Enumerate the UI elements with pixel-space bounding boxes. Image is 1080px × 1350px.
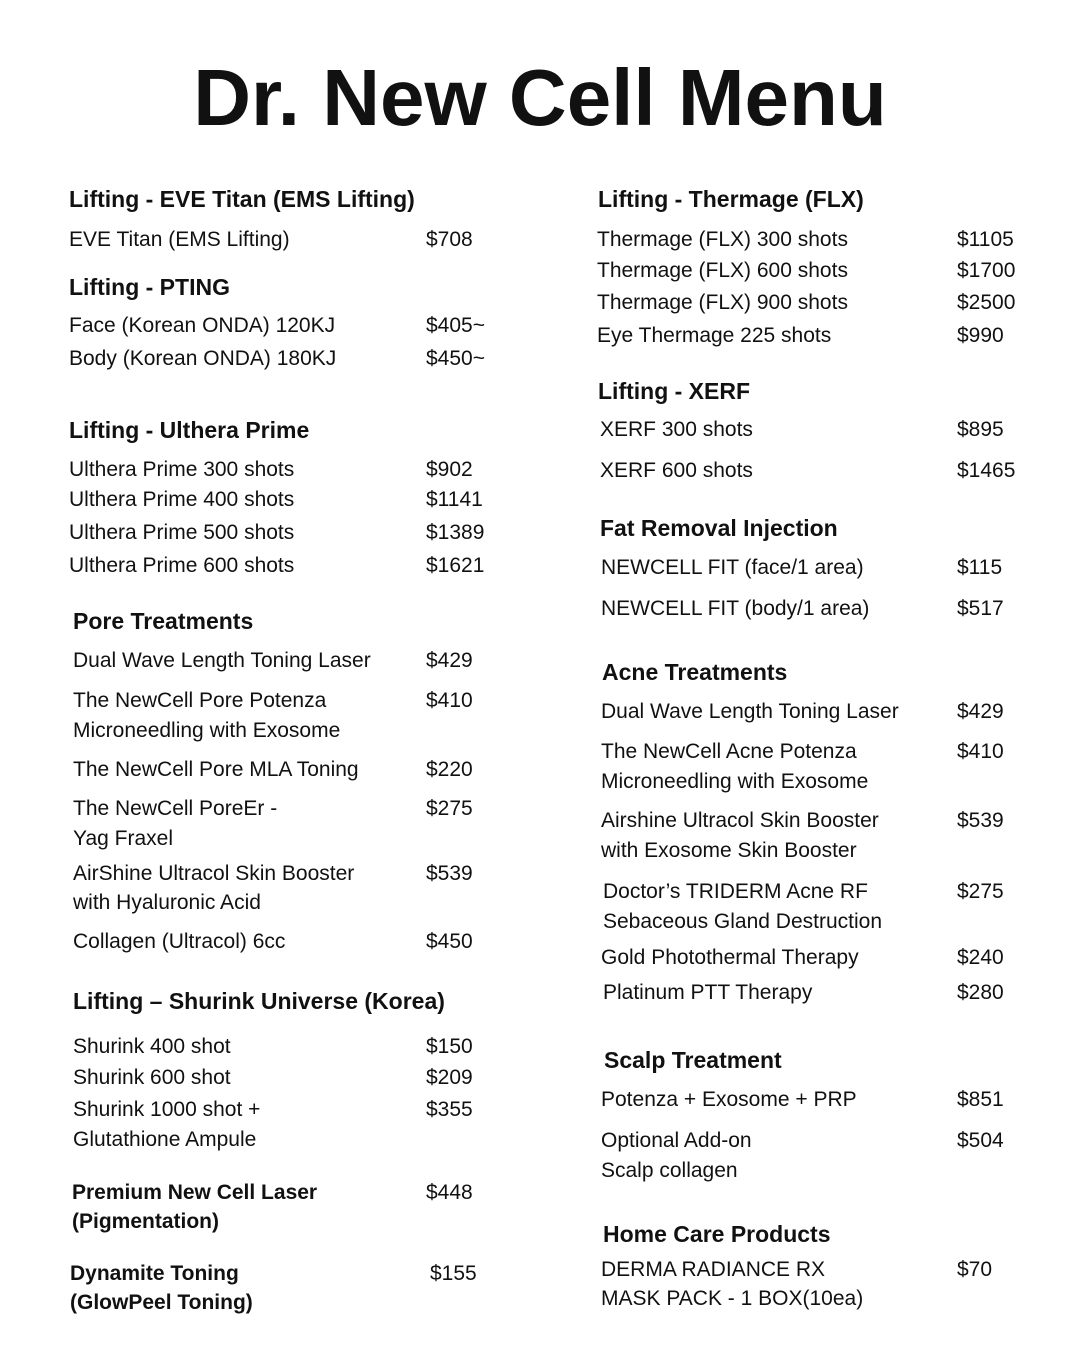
item-name-line2: (Pigmentation) bbox=[72, 1210, 219, 1233]
item-price: $115 bbox=[957, 556, 1003, 579]
item-price: $1700 bbox=[957, 259, 1016, 282]
section-heading-pting: Lifting - PTING bbox=[69, 274, 230, 300]
section-heading-xerf: Lifting - XERF bbox=[598, 378, 751, 404]
section-heading-thermage: Lifting - Thermage (FLX) bbox=[598, 186, 864, 212]
item-price: $450~ bbox=[426, 347, 485, 370]
item-price: $902 bbox=[426, 458, 473, 481]
item-price: $410 bbox=[426, 689, 473, 712]
item-name: Optional Add-on bbox=[601, 1129, 752, 1152]
item-name: Thermage (FLX) 300 shots bbox=[597, 228, 848, 251]
item-name: The NewCell Acne Potenza bbox=[601, 740, 857, 763]
section-heading-pore: Pore Treatments bbox=[73, 608, 254, 634]
item-name: XERF 600 shots bbox=[600, 459, 753, 482]
item-name: Doctor’s TRIDERM Acne RF bbox=[603, 880, 868, 903]
item-name: Shurink 1000 shot + bbox=[73, 1098, 261, 1121]
item-price: $1389 bbox=[426, 521, 485, 544]
item-price: $355 bbox=[426, 1098, 473, 1121]
item-name: Dynamite Toning bbox=[70, 1262, 239, 1285]
item-price: $240 bbox=[957, 946, 1004, 969]
item-name: Platinum PTT Therapy bbox=[603, 981, 813, 1004]
item-name-line2: with Hyaluronic Acid bbox=[73, 891, 261, 914]
item-name: Ulthera Prime 400 shots bbox=[69, 488, 295, 511]
item-name: Face (Korean ONDA) 120KJ bbox=[69, 314, 336, 337]
item-price: $275 bbox=[957, 880, 1004, 903]
item-name-line2: Microneedling with Exosome bbox=[73, 719, 341, 742]
item-price: $851 bbox=[957, 1088, 1004, 1111]
item-price: $429 bbox=[426, 649, 473, 672]
item-name: Ulthera Prime 500 shots bbox=[69, 521, 295, 544]
item-price: $2500 bbox=[957, 291, 1016, 314]
item-price: $275 bbox=[426, 797, 473, 820]
item-name: Gold Photothermal Therapy bbox=[601, 946, 859, 969]
item-name: The NewCell Pore MLA Toning bbox=[73, 758, 359, 781]
item-price: $410 bbox=[957, 740, 1004, 763]
item-name: XERF 300 shots bbox=[600, 418, 753, 441]
section-heading-scalp: Scalp Treatment bbox=[604, 1047, 782, 1073]
item-price: $220 bbox=[426, 758, 473, 781]
item-price: $155 bbox=[430, 1262, 477, 1285]
item-price: $280 bbox=[957, 981, 1004, 1004]
page-title: Dr. New Cell Menu bbox=[193, 53, 887, 142]
item-price: $70 bbox=[957, 1258, 993, 1281]
section-heading-fat-removal: Fat Removal Injection bbox=[600, 515, 838, 541]
section-heading-ulthera: Lifting - Ulthera Prime bbox=[69, 417, 310, 443]
item-name: NEWCELL FIT (body/1 area) bbox=[601, 597, 870, 620]
item-name: Thermage (FLX) 600 shots bbox=[597, 259, 848, 282]
item-price: $708 bbox=[426, 228, 473, 251]
section-heading-home-care: Home Care Products bbox=[603, 1221, 831, 1247]
item-name-line2: with Exosome Skin Booster bbox=[601, 839, 857, 862]
item-name: EVE Titan (EMS Lifting) bbox=[69, 228, 290, 251]
item-name-line2: MASK PACK - 1 BOX(10ea) bbox=[601, 1287, 864, 1310]
item-price: $517 bbox=[957, 597, 1004, 620]
item-name: Body (Korean ONDA) 180KJ bbox=[69, 347, 337, 370]
item-name: Premium New Cell Laser bbox=[72, 1181, 318, 1204]
item-name: Airshine Ultracol Skin Booster bbox=[601, 809, 879, 832]
item-name-line2: Microneedling with Exosome bbox=[601, 770, 869, 793]
item-name: AirShine Ultracol Skin Booster bbox=[73, 862, 355, 885]
item-name-line2: Sebaceous Gland Destruction bbox=[603, 910, 882, 933]
item-name: Ulthera Prime 600 shots bbox=[69, 554, 295, 577]
item-price: $429 bbox=[957, 700, 1004, 723]
item-name: Shurink 600 shot bbox=[73, 1066, 231, 1089]
item-price: $539 bbox=[957, 809, 1004, 832]
item-name-line2: Scalp collagen bbox=[601, 1159, 738, 1182]
item-name: Potenza + Exosome + PRP bbox=[601, 1088, 857, 1111]
item-price: $150 bbox=[426, 1035, 473, 1058]
item-price: $895 bbox=[957, 418, 1004, 441]
item-name: Shurink 400 shot bbox=[73, 1035, 231, 1058]
item-price: $1141 bbox=[426, 488, 483, 511]
item-name-line2: (GlowPeel Toning) bbox=[70, 1291, 253, 1314]
item-price: $209 bbox=[426, 1066, 473, 1089]
item-name: DERMA RADIANCE RX bbox=[601, 1258, 826, 1281]
section-heading-eve-titan: Lifting - EVE Titan (EMS Lifting) bbox=[69, 186, 415, 212]
item-price: $1621 bbox=[426, 554, 485, 577]
item-name: Eye Thermage 225 shots bbox=[597, 324, 832, 347]
item-name-line2: Yag Fraxel bbox=[73, 827, 173, 850]
section-heading-shurink: Lifting – Shurink Universe (Korea) bbox=[73, 988, 445, 1014]
item-name-line2: Glutathione Ampule bbox=[73, 1128, 257, 1151]
item-price: $1105 bbox=[957, 228, 1014, 251]
item-name: The NewCell Pore Potenza bbox=[73, 689, 327, 712]
item-price: $504 bbox=[957, 1129, 1004, 1152]
item-price: $450 bbox=[426, 930, 473, 953]
item-price: $405~ bbox=[426, 314, 485, 337]
item-price: $448 bbox=[426, 1181, 473, 1204]
item-name: Collagen (Ultracol) 6cc bbox=[73, 930, 286, 953]
item-price: $1465 bbox=[957, 459, 1016, 482]
item-name: Thermage (FLX) 900 shots bbox=[597, 291, 848, 314]
item-name: The NewCell PoreEr - bbox=[73, 797, 278, 820]
section-heading-acne: Acne Treatments bbox=[602, 659, 788, 685]
item-name: Dual Wave Length Toning Laser bbox=[601, 700, 899, 723]
item-name: Dual Wave Length Toning Laser bbox=[73, 649, 371, 672]
item-price: $990 bbox=[957, 324, 1004, 347]
item-price: $539 bbox=[426, 862, 473, 885]
item-name: NEWCELL FIT (face/1 area) bbox=[601, 556, 864, 579]
item-name: Ulthera Prime 300 shots bbox=[69, 458, 295, 481]
